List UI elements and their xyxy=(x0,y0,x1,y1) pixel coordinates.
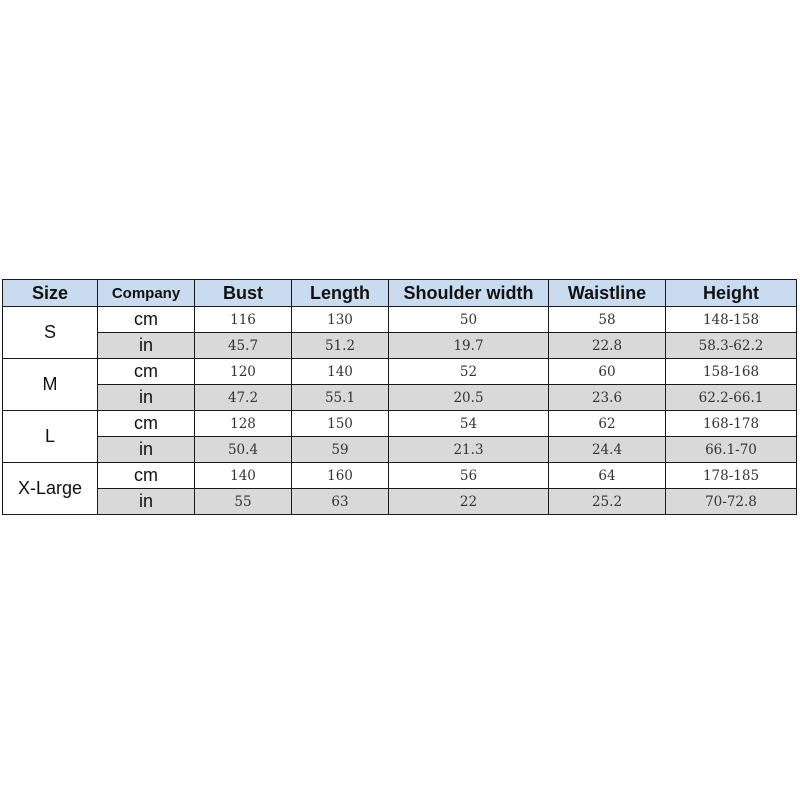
table-body xyxy=(3,307,797,515)
height-cell: 158-168 xyxy=(666,359,797,385)
bust-cell: 47.2 xyxy=(195,385,292,411)
unit-cell: cm xyxy=(98,359,195,385)
bust-cell: 50.4 xyxy=(195,437,292,463)
table-row xyxy=(3,333,797,359)
height-cell: 148-158 xyxy=(666,307,797,333)
table-row xyxy=(3,411,797,437)
height-cell: 70-72.8 xyxy=(666,489,797,515)
unit-cell: cm xyxy=(98,411,195,437)
shoulder-width-cell: 22 xyxy=(389,489,549,515)
unit-cell: in xyxy=(98,385,195,411)
shoulder-width-cell: 54 xyxy=(389,411,549,437)
table-row xyxy=(3,437,797,463)
header-waistline: Waistline xyxy=(549,280,666,307)
height-cell: 168-178 xyxy=(666,411,797,437)
waistline-cell: 22.8 xyxy=(549,333,666,359)
header-company: Company xyxy=(98,280,195,307)
shoulder-width-cell: 19.7 xyxy=(389,333,549,359)
length-cell: 140 xyxy=(292,359,389,385)
length-cell: 63 xyxy=(292,489,389,515)
waistline-cell: 62 xyxy=(549,411,666,437)
bust-cell: 45.7 xyxy=(195,333,292,359)
unit-cell: in xyxy=(98,437,195,463)
size-label: M xyxy=(3,359,98,411)
header-height: Height xyxy=(666,280,797,307)
size-label: L xyxy=(3,411,98,463)
waistline-cell: 24.4 xyxy=(549,437,666,463)
waistline-cell: 25.2 xyxy=(549,489,666,515)
height-cell: 62.2-66.1 xyxy=(666,385,797,411)
height-cell: 58.3-62.2 xyxy=(666,333,797,359)
shoulder-width-cell: 50 xyxy=(389,307,549,333)
length-cell: 59 xyxy=(292,437,389,463)
waistline-cell: 23.6 xyxy=(549,385,666,411)
table-row xyxy=(3,385,797,411)
height-cell: 178-185 xyxy=(666,463,797,489)
bust-cell: 128 xyxy=(195,411,292,437)
unit-cell: cm xyxy=(98,307,195,333)
length-cell: 51.2 xyxy=(292,333,389,359)
length-cell: 150 xyxy=(292,411,389,437)
height-cell: 66.1-70 xyxy=(666,437,797,463)
unit-cell: in xyxy=(98,489,195,515)
waistline-cell: 58 xyxy=(549,307,666,333)
bust-cell: 116 xyxy=(195,307,292,333)
shoulder-width-cell: 21.3 xyxy=(389,437,549,463)
table-row xyxy=(3,463,797,489)
shoulder-width-cell: 20.5 xyxy=(389,385,549,411)
header-shoulder-width: Shoulder width xyxy=(389,280,549,307)
unit-cell: cm xyxy=(98,463,195,489)
header-bust: Bust xyxy=(195,280,292,307)
length-cell: 55.1 xyxy=(292,385,389,411)
table-row xyxy=(3,489,797,515)
waistline-cell: 60 xyxy=(549,359,666,385)
size-label: X-Large xyxy=(3,463,98,515)
bust-cell: 55 xyxy=(195,489,292,515)
shoulder-width-cell: 52 xyxy=(389,359,549,385)
length-cell: 130 xyxy=(292,307,389,333)
size-chart-table xyxy=(2,279,797,515)
size-label: S xyxy=(3,307,98,359)
header-size: Size xyxy=(3,280,98,307)
shoulder-width-cell: 56 xyxy=(389,463,549,489)
length-cell: 160 xyxy=(292,463,389,489)
bust-cell: 140 xyxy=(195,463,292,489)
header-length: Length xyxy=(292,280,389,307)
table-row xyxy=(3,307,797,333)
bust-cell: 120 xyxy=(195,359,292,385)
unit-cell: in xyxy=(98,333,195,359)
header-row xyxy=(3,280,797,307)
waistline-cell: 64 xyxy=(549,463,666,489)
table-row xyxy=(3,359,797,385)
